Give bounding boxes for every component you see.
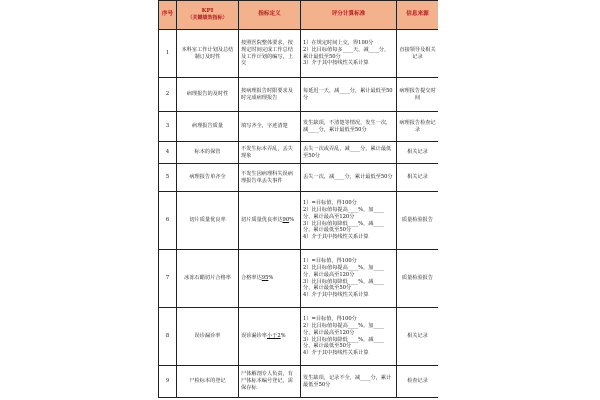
row-definition-value: 90 [282, 217, 290, 224]
row-definition: 按照医院整体要求，按规定时间完成工作总结及工作计划的编写，上交 [239, 30, 301, 78]
row-kpi: 冰冻石蜡切片合格率 [177, 250, 239, 308]
row-definition-text: 合格率达 [241, 275, 262, 282]
row-kpi: 病理报告单齐全 [177, 164, 239, 192]
table-row [159, 308, 439, 366]
row-definition: 按病理报告时限要求及时完成病理报告 [239, 78, 301, 112]
row-standard: 发生缺项，不清楚等情况，发生一次，减____分，累计最低至50分 [301, 112, 397, 142]
row-index: 7 [159, 250, 177, 308]
header-kpi-subtitle: （关键绩效指标） [187, 15, 228, 22]
row-standard: 1）在规定时间上交，得100分 2）比目标值每多____天，减____分，累计最低至50分 3）介于其中按线性关系计算 [301, 30, 397, 78]
row-definition: 不发生因病理科失误病理报告单丢失事件 [239, 164, 301, 192]
row-definition-unit: % [289, 217, 295, 224]
row-kpi: 标本的保管 [177, 142, 239, 164]
row-source: 相关记录 [397, 164, 439, 192]
table-row [159, 192, 439, 250]
row-source: 质量检验报告 [397, 250, 439, 308]
row-kpi: 病理报告的及时性 [177, 78, 239, 112]
document-page [158, 0, 438, 400]
table-row [159, 164, 439, 192]
row-definition-unit: % [268, 275, 274, 282]
row-source: 相关记录 [397, 308, 439, 366]
row-source: 质量检验报告 [397, 192, 439, 250]
row-kpi: 病理报告质量 [177, 112, 239, 142]
row-standard: 1）=目标值，得100分 2）比目标值每提高____%，加____分，累计最高至120分 3）比目标值每降低____%，减____分，累计最低至50分 4）介于其中按线性关系计算 [301, 308, 397, 366]
row-definition-text: 误诊漏诊率 [241, 333, 267, 340]
header-kpi-title: KPI [201, 8, 214, 15]
table-row [159, 30, 439, 78]
row-index: 6 [159, 192, 177, 250]
row-definition-value: 95 [261, 275, 269, 282]
row-source: 病理报告提交时间 [397, 78, 439, 112]
row-kpi: 切片质量优良率 [177, 192, 239, 250]
header-standard: 评分计算标准 [301, 1, 397, 30]
table-row [159, 250, 439, 308]
row-kpi: 尸检标本的登记 [177, 366, 239, 398]
header-definition: 指标定义 [239, 1, 301, 30]
row-kpi: 本科室工作计划及总结制订及时性 [177, 30, 239, 78]
row-standard: 丢失一次，减____分，累计最低至50分 [301, 164, 397, 192]
table-header-row [159, 1, 439, 30]
row-source: 病理报告检查记录 [397, 112, 439, 142]
row-definition: 填写齐全，字迹清楚 [239, 112, 301, 142]
table-row [159, 78, 439, 112]
row-source: 相关记录 [397, 142, 439, 164]
row-source: 直接领导及相关记录 [397, 30, 439, 78]
row-definition-unit: % [280, 333, 286, 340]
row-index: 4 [159, 142, 177, 164]
row-standard: 1）=目标值，得100分 2）比目标值每提高____%，加____分，累计最高至120分 3）比目标值每降低____%，减____分，累计最低至50分 4）介于其中按线性关系计算 [301, 250, 397, 308]
table-row [159, 366, 439, 398]
row-source: 检查记录 [397, 366, 439, 398]
header-kpi [177, 1, 239, 30]
row-definition [239, 192, 301, 250]
row-definition: 尸体解剖专人负责，有尸体标本编号登记，需保存标 [239, 366, 301, 398]
header-source: 信息来源 [397, 1, 439, 30]
row-definition-value: 小于2 [266, 333, 281, 340]
table-row [159, 142, 439, 164]
row-kpi: 误诊漏诊率 [177, 308, 239, 366]
row-definition [239, 308, 301, 366]
table-row [159, 112, 439, 142]
row-definition: 不发生标本弄乱，丢失现象 [239, 142, 301, 164]
row-standard: 每延迟一天，减____分，累计最低至50分 [301, 78, 397, 112]
row-index: 3 [159, 112, 177, 142]
row-index: 9 [159, 366, 177, 398]
row-definition [239, 250, 301, 308]
row-index: 5 [159, 164, 177, 192]
header-index: 序号 [159, 1, 177, 30]
row-definition-text: 切片质量优良率达 [241, 217, 283, 224]
row-standard: 丢失一次或弄乱，减____分，累计最低至50分 [301, 142, 397, 164]
row-standard: 发生缺项，记录不全，减____分，累计最低至50分 [301, 366, 397, 398]
row-standard: 1）=目标值，得100分 2）比目标值每提高____%，加____分，累计最高至120分 3）比目标值每降低____%，减____分，累计最低至50分 4）介于其中按线性关系计算 [301, 192, 397, 250]
row-index: 1 [159, 30, 177, 78]
kpi-table [158, 0, 438, 398]
row-index: 8 [159, 308, 177, 366]
row-index: 2 [159, 78, 177, 112]
